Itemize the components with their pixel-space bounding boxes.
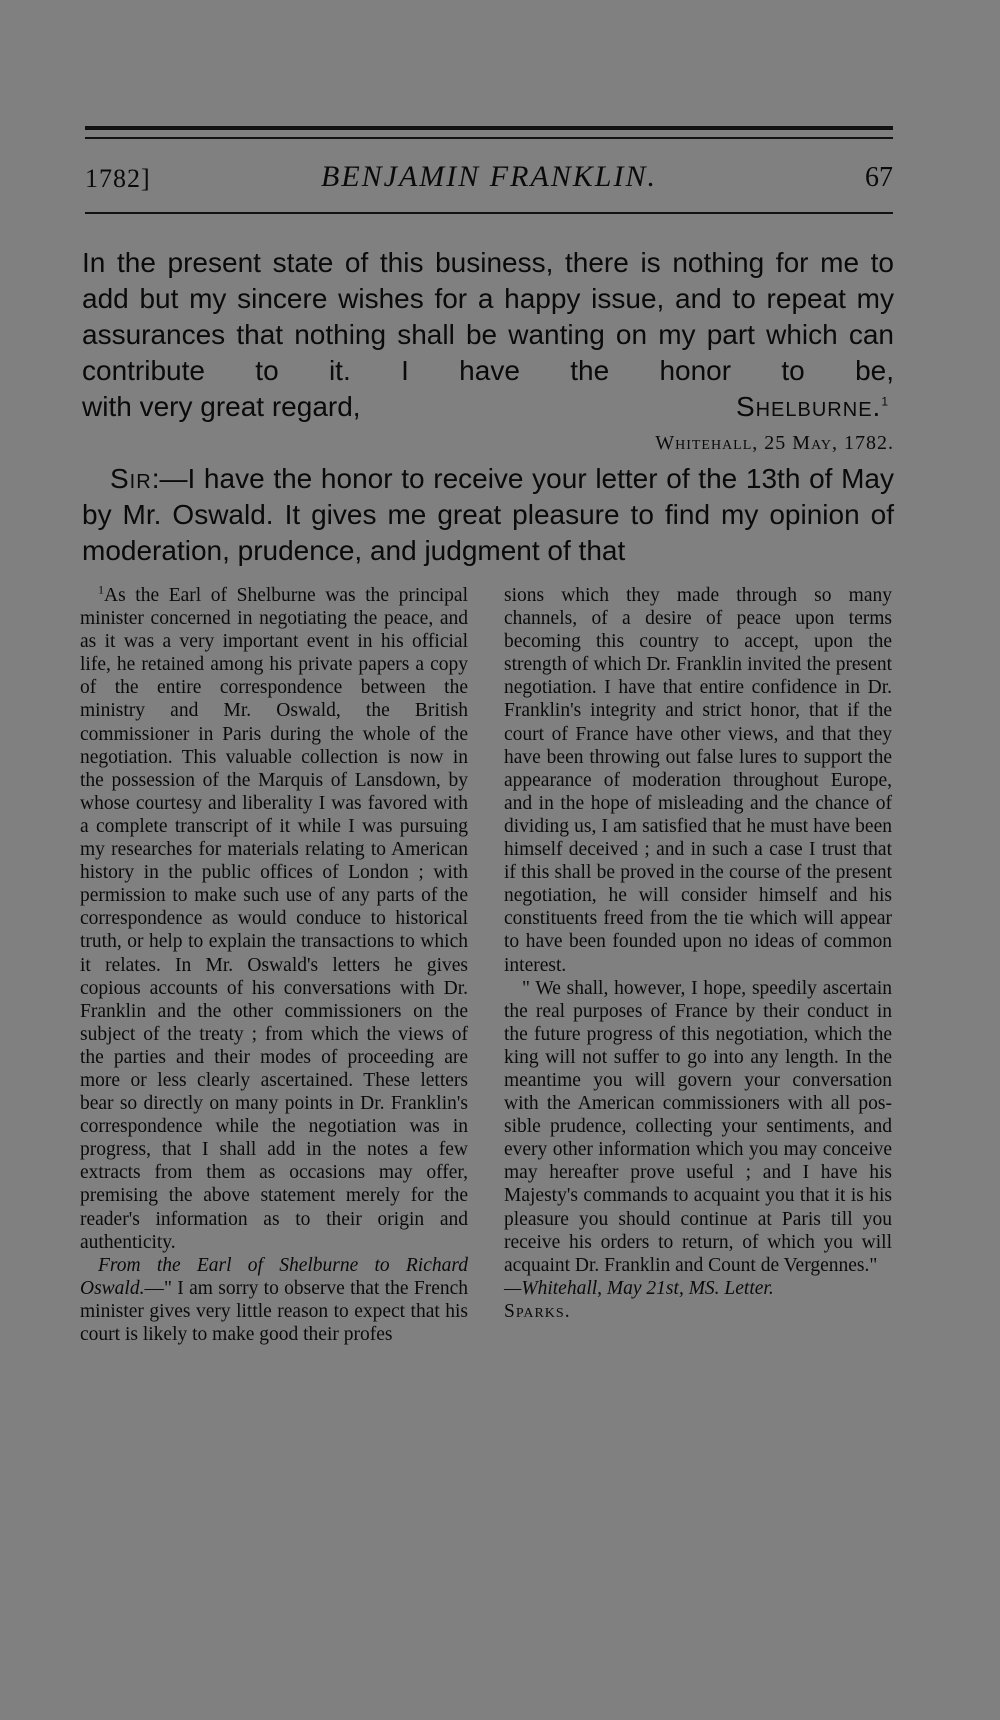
footnote-column-left	[80, 584, 468, 1346]
signature-name: Shelburne.	[735, 391, 882, 422]
footnote-column-right	[504, 584, 892, 1346]
main-text	[82, 245, 894, 569]
footnote-paragraph-4-text: " We shall, however, I hope, speedily ascertain the real purposes of France by their conduct in the future progress of this negotiation, which the king will not suffer to go into any length. In the meantime you will govern your conversation with the American commissioners with all possible prudence, collecting your sentiments, and every other information which you may conceive may hereafter prove useful ; and I have his Majesty's commands to acquaint you that it is his pleasure you should continue at Paris till you receive his orders to return, of which you will acquaint Dr. Franklin and Count de Vergennes."	[504, 977, 892, 1276]
letter-citation: —Whitehall, May 21st, MS. Letter.	[504, 1277, 774, 1299]
main-paragraph-2-text: :—I have the honor to receive your letter of the 13th of May by Mr. Oswald. It gives me great pleasure to find my opinion of moderation, prudence, and judgment of that	[82, 463, 894, 566]
salutation: Sir	[110, 463, 152, 494]
signature	[736, 389, 888, 425]
footnote-paragraph-2-text: —" I am sorry to observe that the French minister gives very little reason to expect that his court is likely to make good their profes	[80, 1277, 468, 1345]
footnote-paragraph-3: sions which they made through so many channels, of a desire of peace upon terms becoming this country to accept, upon the strength of which Dr. Franklin invited the present negotiation. I have that entire confidence in Dr. Franklin's integrity and strict honor, that if the court of France have other views, and that they have been throwing out false lures to support the appearance of moderation throughout Europe, and in the hope of misleading and the chance of dividing us, I am satisfied that he must have been himself deceived ; and in such a case I trust that if this shall be proved in the course of the present negotiation, he will consider himself and his constituents freed from the tie which will appear to have been founded upon no ideas of common interest.	[504, 585, 892, 976]
running-head	[85, 160, 893, 200]
closing-line	[82, 389, 894, 425]
footnote-paragraph-4	[504, 977, 892, 1323]
letter-heading: From the Earl of Shelburne to Richard Oswald.	[80, 1254, 468, 1299]
main-paragraph-2	[82, 461, 894, 569]
main-paragraph-1: In the present state of this business, there is nothing for me to add but my sincere wishes for a happy issue, and to repeat my assurances that nothing shall be wanting on my part which can contribute to it. I have the honor to be,	[82, 247, 894, 386]
dateline: Whitehall, 25 May, 1782.	[655, 432, 894, 454]
footnote-paragraph-1	[80, 584, 468, 1254]
footnote-paragraph-2	[80, 1254, 468, 1346]
footnote-paragraph-1-text: As the Earl of Shelburne was the principal minister concerned in negotiating the peace, and as it was a very important event in his official life, he retained among his private papers a copy of the entire correspondence between the ministry and Mr. Oswald, the British commissioner in Paris during the whole of the negotiation. This valuable collection is now in the possession of the Marquis of Lansdown, by whose courtesy and liberality I was favored with a complete transcript of it while I was pursuing my researches for materials relating to American history in the public offices of London ; with permission to make such use of any parts of the correspondence as would conduce to historical truth, or help to explain the transactions to which it relates. In Mr. Oswald's letters he gives copious accounts of his conversations with Dr. Franklin and the other commissioners on the subject of the treaty ; from which the views of the parties and their modes of proceeding are more or less clearly ascertained. These letters bear so directly on many points in Dr. Franklin's correspondence while the negotiation was in progress, that I shall add in the notes a few extracts from them as occasions may offer, premising the above statement merely for the reader's information as to their origin and authenticity.	[80, 585, 468, 1253]
header-rule-thick	[85, 126, 893, 130]
page-number: 67	[865, 162, 893, 193]
source-attribution: Sparks.	[504, 1300, 571, 1322]
running-head-rule	[85, 212, 893, 214]
footnote-reference: 1	[881, 394, 888, 409]
running-head-title: BENJAMIN FRANKLIN.	[321, 160, 657, 193]
closing-phrase: with very great regard,	[82, 391, 361, 422]
footnote-marker: 1	[98, 582, 104, 597]
running-head-year: 1782]	[85, 164, 151, 193]
header-rule-thin	[85, 137, 893, 139]
footnote	[80, 584, 892, 1346]
